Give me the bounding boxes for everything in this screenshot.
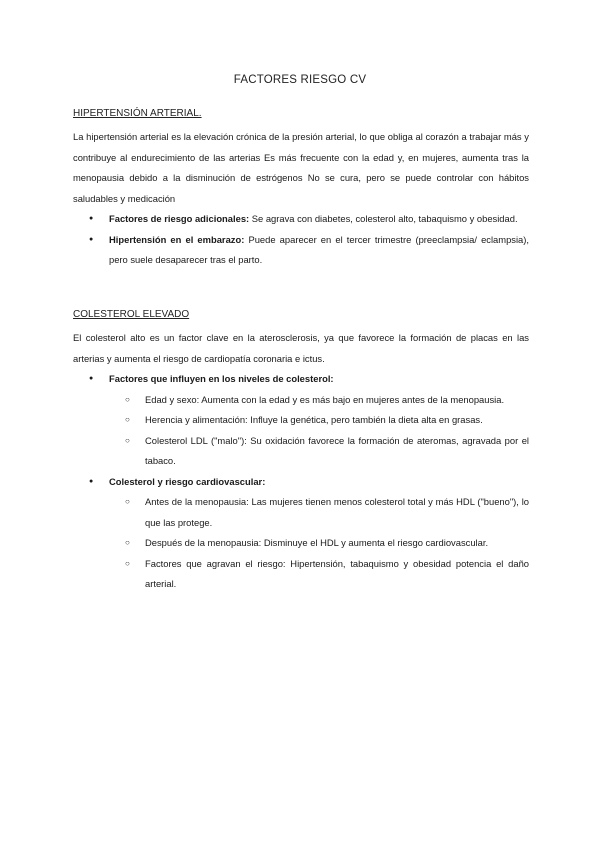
sub-list-item: ○ Después de la menopausia: Disminuye el HDL y aumenta el riesgo cardiovascular.: [73, 533, 529, 554]
bullet-label: Factores que influyen en los niveles de colesterol:: [109, 373, 334, 384]
list-item: [73, 369, 529, 390]
section-heading: HIPERTENSIÓN ARTERIAL.: [73, 108, 202, 119]
sub-list-item: ○ Factores que agravan el riesgo: Hipertensión, tabaquismo y obesidad potencia el daño arterial.: [73, 554, 529, 595]
sub-list-item: ○ Colesterol LDL ("malo"): Su oxidación favorece la formación de ateromas, agravada por el tabaco.: [73, 431, 529, 472]
sub-list-item: ○ Herencia y alimentación: Influye la genética, pero también la dieta alta en grasas.: [73, 410, 529, 431]
section-heading: COLESTEROL ELEVADO: [73, 309, 190, 320]
bullet-label: Factores de riesgo adicionales:: [109, 213, 250, 224]
section-paragraph: La hipertensión arterial es la elevación crónica de la presión arterial, lo que obliga al corazón a trabajar más y contribuye al endurecimiento de las arterias Es más frecuente con la edad y, en mujeres, aumenta tras la menopausia debido a la disminución de estrógenos No se cura, pero se puede controlar con hábitos saludables y medicación: [73, 131, 529, 204]
bullet-text: Puede aparecer en el tercer trimestre (preeclampsia/ eclampsia), pero suele desaparecer tras el parto.: [109, 233, 529, 265]
sub-list-item: ○ Edad y sexo: Aumenta con la edad y es más bajo en mujeres antes de la menopausia.: [73, 390, 529, 411]
bullet-label: Hipertensión en el embarazo:: [109, 233, 245, 245]
sub-bullet-list: [73, 492, 529, 595]
list-item: [73, 230, 529, 271]
section-paragraph: El colesterol alto es un factor clave en la aterosclerosis, ya que favorece la formación de placas en las arterias y aumenta el riesgo de cardiopatía coronaria e ictus.: [73, 332, 529, 364]
bullet-list: [73, 472, 529, 493]
sub-list-item: ○ Antes de la menopausia: Las mujeres tienen menos colesterol total y más HDL ("bueno"), lo que las protege.: [73, 492, 529, 533]
bullet-text: Se agrava con diabetes, colesterol alto, tabaquismo y obesidad.: [249, 213, 518, 224]
list-item: [73, 209, 529, 230]
bullet-label: Colesterol y riesgo cardiovascular:: [109, 475, 266, 487]
document-title: FACTORES RIESGO CV: [233, 74, 367, 86]
bullet-list: [73, 209, 529, 271]
sub-bullet-list: [73, 390, 529, 472]
list-item: [73, 472, 529, 493]
bullet-list: [73, 369, 529, 390]
section-hipertension: [73, 107, 529, 271]
section-colesterol: [73, 308, 529, 595]
